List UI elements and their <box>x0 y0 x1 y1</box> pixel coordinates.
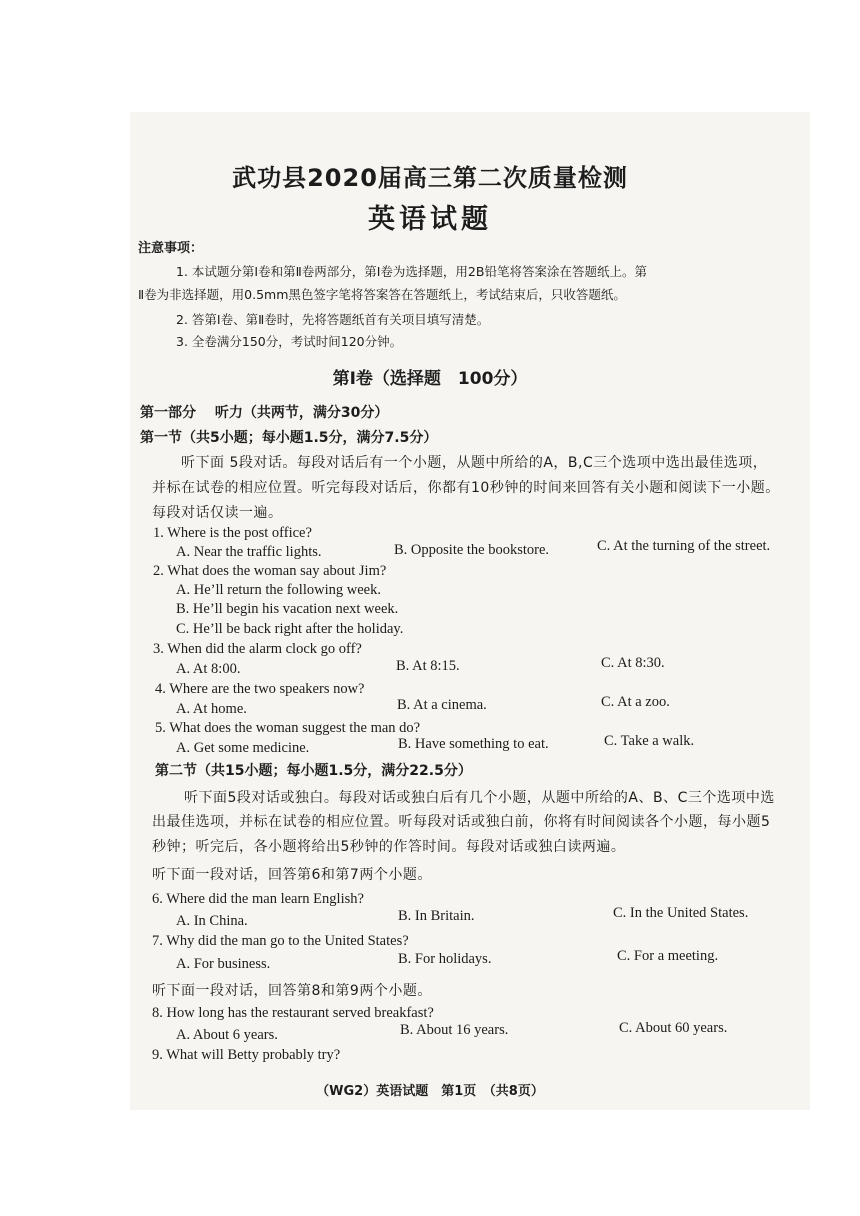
q2-option-b: B. He’ll begin his vacation next week. <box>176 601 399 617</box>
exam-subtitle: 英语试题 <box>368 204 492 235</box>
section2-instruction-2: 出最佳选项，并标在试卷的相应位置。听每段对话或独白前，你将有时间阅读各个小题，每小题5 <box>152 814 771 830</box>
question-6: 6. Where did the man learn English? <box>152 891 364 907</box>
section1-instruction-1: 听下面 5段对话。每段对话后有一个小题，从题中所给的A，B,C三个选项中选出最佳选项， <box>181 455 768 471</box>
section2-instruction-3: 秒钟；听完后，各小题将给出5秒钟的作答时间。每段对话或独白读两遍。 <box>152 839 626 855</box>
q4-option-c: C. At a zoo. <box>601 694 670 710</box>
q1-option-a: A. Near the traffic lights. <box>176 544 322 560</box>
q7-option-b: B. For holidays. <box>398 951 492 967</box>
q8-option-a: A. About 6 years. <box>176 1027 278 1043</box>
q6-option-b: B. In Britain. <box>398 908 475 924</box>
q3-option-a: A. At 8:00. <box>176 661 241 677</box>
q4-option-b: B. At a cinema. <box>397 697 487 713</box>
q5-option-c: C. Take a walk. <box>604 733 695 749</box>
q7-option-a: A. For business. <box>176 956 271 972</box>
q6-option-c: C. In the United States. <box>613 905 749 921</box>
q8-option-c: C. About 60 years. <box>619 1020 728 1036</box>
note-1-line-2: Ⅱ卷为非选择题，用0.5mm黑色签字笔将答案答在答题纸上，考试结束后，只收答题纸。 <box>138 287 626 302</box>
q5-option-a: A. Get some medicine. <box>176 740 310 756</box>
question-4: 4. Where are the two speakers now? <box>155 681 365 697</box>
q3-option-c: C. At 8:30. <box>601 655 665 671</box>
question-9: 9. What will Betty probably try? <box>152 1047 341 1063</box>
section1-title: 第一节（共5小题；每小题1.5分，满分7.5分） <box>140 430 438 446</box>
question-7: 7. Why did the man go to the United States? <box>152 933 409 949</box>
notes-heading: 注意事项： <box>138 241 204 256</box>
q1-option-c: C. At the turning of the street. <box>597 538 771 554</box>
section2-title: 第二节（共15小题；每小题1.5分，满分22.5分） <box>155 763 472 779</box>
q8-option-b: B. About 16 years. <box>400 1022 509 1038</box>
q5-option-b: B. Have something to eat. <box>398 736 549 752</box>
part1-title: 第一部分 听力（共两节，满分30分） <box>140 405 389 421</box>
q7-option-c: C. For a meeting. <box>617 948 719 964</box>
q4-option-a: A. At home. <box>176 701 247 717</box>
section1-instruction-2: 并标在试卷的相应位置。听完每段对话后，你都有10秒钟的时间来回答有关小题和阅读下一小题。 <box>152 480 780 496</box>
question-3: 3. When did the alarm clock go off? <box>153 641 362 657</box>
question-8: 8. How long has the restaurant served breakfast? <box>152 1005 434 1021</box>
note-3: 3. 全卷满分150分，考试时间120分钟。 <box>176 334 403 349</box>
question-1: 1. Where is the post office? <box>153 525 312 541</box>
page-footer: （WG2）英语试题 第1页 （共8页） <box>316 1084 544 1099</box>
q1-option-b: B. Opposite the bookstore. <box>394 542 550 558</box>
note-2: 2. 答第Ⅰ卷、第Ⅱ卷时，先将答题纸首有关项目填写清楚。 <box>176 312 490 327</box>
q2-option-c: C. He’ll be back right after the holiday. <box>176 621 404 637</box>
section2-instruction-1: 听下面5段对话或独白。每段对话或独白后有几个小题，从题中所给的A、B、C三个选项中选 <box>184 790 775 806</box>
q6-option-a: A. In China. <box>176 913 248 929</box>
question-2: 2. What does the woman say about Jim? <box>153 563 387 579</box>
note-1-line-1: 1. 本试题分第Ⅰ卷和第Ⅱ卷两部分，第Ⅰ卷为选择题，用2B铅笔将答案涂在答题纸上。第 <box>176 264 647 279</box>
exam-title: 武功县2020届高三第二次质量检测 <box>232 164 628 192</box>
q2-option-a: A. He’ll return the following week. <box>176 582 381 598</box>
q3-option-b: B. At 8:15. <box>396 658 460 674</box>
question-5: 5. What does the woman suggest the man do? <box>155 720 421 736</box>
volume-title: 第Ⅰ卷（选择题 100分） <box>332 369 528 389</box>
dialog-2-intro: 听下面一段对话，回答第8和第9两个小题。 <box>152 983 432 999</box>
dialog-1-intro: 听下面一段对话，回答第6和第7两个小题。 <box>152 867 432 883</box>
section1-instruction-3: 每段对话仅读一遍。 <box>152 505 283 521</box>
